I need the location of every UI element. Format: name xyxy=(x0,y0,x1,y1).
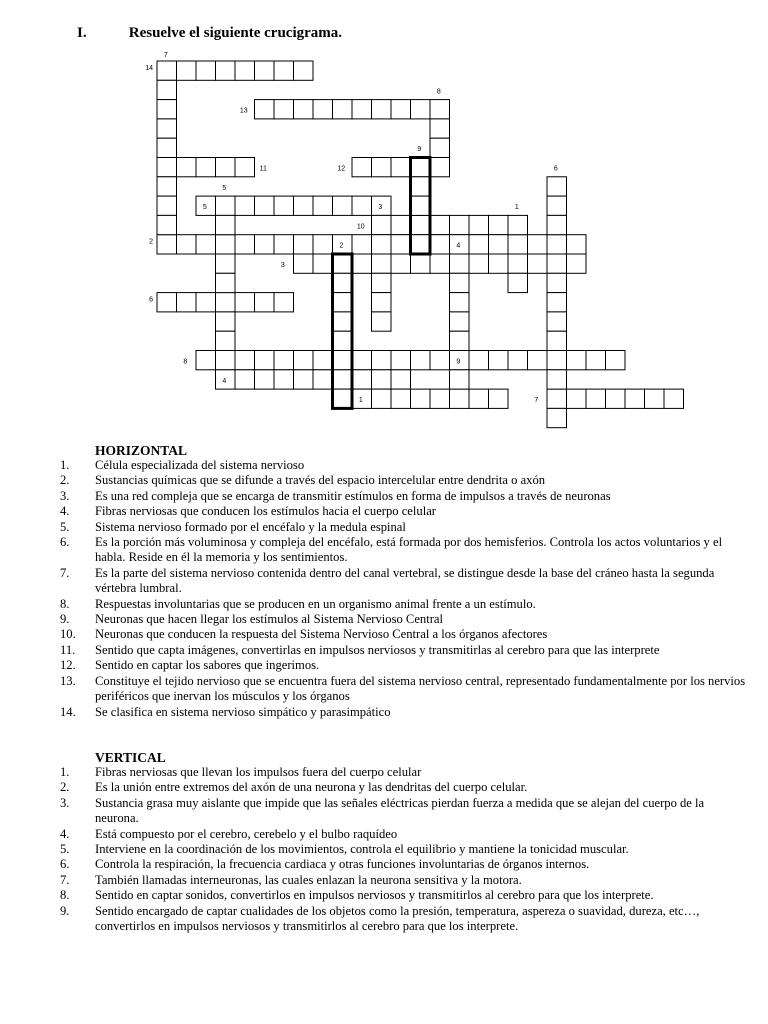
clue-text: Sentido que capta imágenes, convertirlas en impulsos nerviosos y transmitirlas al cerebro para que las interprete xyxy=(95,642,660,657)
horizontal-clue-4 xyxy=(60,504,750,519)
crossword-cell[interactable] xyxy=(450,293,470,312)
crossword-cell[interactable] xyxy=(333,312,353,331)
crossword-cell[interactable] xyxy=(216,312,236,331)
crossword-cell[interactable] xyxy=(547,254,567,273)
clue-text: Interviene en la coordinación de los movimientos, controla el equilibrio y mantiene la tonicidad muscular. xyxy=(95,842,629,857)
crossword-cell[interactable] xyxy=(430,158,450,177)
grid-label: 8 xyxy=(436,88,441,96)
crossword-cell[interactable] xyxy=(157,80,177,99)
grid-label: 3 xyxy=(280,262,285,269)
horizontal-clue-7 xyxy=(60,566,750,597)
crossword-cell[interactable] xyxy=(411,389,431,408)
crossword-cell[interactable] xyxy=(411,196,431,215)
crossword-cell[interactable] xyxy=(606,389,626,408)
crossword-cell[interactable] xyxy=(294,235,314,254)
crossword-cell[interactable] xyxy=(411,100,431,119)
crossword-cell[interactable] xyxy=(430,215,450,234)
crossword-cell[interactable] xyxy=(255,235,275,254)
crossword-cell[interactable] xyxy=(157,158,177,177)
clue-text: Es la porción más voluminosa y compleja del encéfalo, está formada por dos hemisferios. Controla los actos voluntarios y el habla. Reside en él la memoria y los sentimientos. xyxy=(95,535,723,565)
crossword-cell[interactable] xyxy=(430,389,450,408)
crossword-cell[interactable] xyxy=(333,331,353,350)
crossword-cell[interactable] xyxy=(489,389,509,408)
crossword-cell[interactable] xyxy=(235,61,255,80)
crossword-cell[interactable] xyxy=(255,61,275,80)
crossword-cell[interactable] xyxy=(177,61,197,80)
crossword-cell[interactable] xyxy=(216,293,236,312)
clue-number: 10. xyxy=(60,627,76,642)
crossword-cell[interactable] xyxy=(313,370,333,389)
crossword-cell[interactable] xyxy=(391,351,411,370)
crossword-cell[interactable] xyxy=(372,293,392,312)
crossword-cell[interactable] xyxy=(411,177,431,196)
crossword-cell[interactable] xyxy=(333,351,353,370)
clue-number: 3. xyxy=(60,795,70,810)
vertical-clues xyxy=(60,765,750,934)
clue-text: Fibras nerviosas que llevan los impulsos fuera del cuerpo celular xyxy=(95,765,422,779)
grid-label: 7 xyxy=(534,397,539,405)
clue-text: Controla la respiración, la frecuencia cardiaca y otras funciones involuntarias de órganos internos. xyxy=(95,857,590,872)
crossword-cell[interactable] xyxy=(430,254,450,273)
grid-label: 11 xyxy=(259,165,267,173)
crossword-cell[interactable] xyxy=(411,158,431,177)
crossword-cell[interactable] xyxy=(196,351,216,370)
clue-number: 11. xyxy=(60,642,76,657)
grid-label: 4 xyxy=(456,242,461,250)
clue-number: 8. xyxy=(60,596,70,611)
clue-number: 6. xyxy=(60,857,70,872)
crossword-cell[interactable] xyxy=(216,273,236,292)
crossword-cell[interactable] xyxy=(528,351,548,370)
horizontal-clue-9 xyxy=(60,612,750,627)
crossword-cell[interactable] xyxy=(372,235,392,254)
clue-number: 1. xyxy=(60,458,70,472)
crossword-cell[interactable] xyxy=(216,215,236,234)
clue-text: También llamadas interneuronas, las cuales enlazan la neurona sensitiva y la motora. xyxy=(95,872,522,887)
crossword-cell[interactable] xyxy=(391,254,411,273)
crossword-cell[interactable] xyxy=(196,61,216,80)
crossword-cell[interactable] xyxy=(430,138,450,157)
horizontal-clue-2 xyxy=(60,473,750,488)
crossword-cell[interactable] xyxy=(157,196,177,215)
crossword-cell[interactable] xyxy=(489,235,509,254)
crossword-cell[interactable] xyxy=(372,158,392,177)
clue-number: 9. xyxy=(60,903,70,918)
crossword-cell[interactable] xyxy=(235,351,255,370)
crossword-cell[interactable] xyxy=(547,351,567,370)
crossword-cell[interactable] xyxy=(567,351,587,370)
crossword-cell[interactable] xyxy=(372,100,392,119)
grid-label: 3 xyxy=(378,204,383,212)
horizontal-clue-5 xyxy=(60,520,750,535)
horizontal-clue-11 xyxy=(60,643,750,658)
clue-text: Sentido en captar sonidos, convertirlos en impulsos nerviosos y transmitirlos al cerebro para que los interprete. xyxy=(95,888,654,903)
grid-label: 14 xyxy=(145,65,153,72)
horizontal-clue-3 xyxy=(60,489,750,504)
crossword-cell[interactable] xyxy=(430,351,450,370)
crossword-cell[interactable] xyxy=(450,273,470,292)
crossword-cell[interactable] xyxy=(333,100,353,119)
vertical-clue-1 xyxy=(60,765,750,780)
clue-number: 9. xyxy=(60,612,70,627)
clue-text: Es la unión entre extremos del axón de una neurona y las dendritas del cuerpo celular. xyxy=(95,780,528,795)
section-title: Resuelve el siguiente crucigrama. xyxy=(128,25,343,41)
crossword-cell[interactable] xyxy=(469,215,489,234)
grid-label: 2 xyxy=(339,242,344,250)
clue-number: 4. xyxy=(60,504,70,519)
grid-label: 1 xyxy=(358,397,363,405)
crossword-cell[interactable] xyxy=(391,158,411,177)
crossword-cell[interactable] xyxy=(430,100,450,119)
crossword-cell[interactable] xyxy=(547,293,567,312)
crossword-cell[interactable] xyxy=(547,331,567,350)
clue-number: 5. xyxy=(60,519,70,534)
crossword-cell[interactable] xyxy=(469,389,489,408)
horizontal-clues xyxy=(60,458,750,720)
clue-number: 7. xyxy=(60,565,70,580)
crossword-cell[interactable] xyxy=(352,100,372,119)
grid-label: 7 xyxy=(163,52,168,59)
crossword-cell[interactable] xyxy=(547,389,567,408)
crossword-cell[interactable] xyxy=(469,235,489,254)
crossword-cell[interactable] xyxy=(157,100,177,119)
crossword-cell[interactable] xyxy=(586,389,606,408)
crossword-cell[interactable] xyxy=(333,196,353,215)
crossword-cell[interactable] xyxy=(489,351,509,370)
crossword-cell[interactable] xyxy=(547,215,567,234)
crossword-cell[interactable] xyxy=(255,100,275,119)
crossword-cell[interactable] xyxy=(430,119,450,138)
clue-text: Sentido encargado de captar cualidades de los objetos como la presión, temperatura, aspereza o suavidad, dureza, etc…, convertirlos en impulsos nerviosos y transmitirlos al cerebro para que los interprete. xyxy=(95,903,700,934)
crossword-cell[interactable] xyxy=(274,235,294,254)
crossword-cell[interactable] xyxy=(157,235,177,254)
vertical-title: VERTICAL xyxy=(95,750,166,765)
crossword-cell[interactable] xyxy=(391,215,411,234)
grid-label: 4 xyxy=(222,377,227,385)
grid-label: 9 xyxy=(417,146,422,154)
crossword-cell[interactable] xyxy=(196,293,216,312)
crossword-cell[interactable] xyxy=(372,370,392,389)
crossword-cell[interactable] xyxy=(508,273,528,292)
clue-number: 5. xyxy=(60,842,70,857)
crossword-cell[interactable] xyxy=(157,119,177,138)
crossword-cell[interactable] xyxy=(508,351,528,370)
crossword-cell[interactable] xyxy=(450,312,470,331)
crossword-cell[interactable] xyxy=(352,235,372,254)
crossword-cell[interactable] xyxy=(294,100,314,119)
crossword-cell[interactable] xyxy=(255,293,275,312)
crossword-cell[interactable] xyxy=(294,351,314,370)
crossword-cell[interactable] xyxy=(333,389,353,408)
grid-label: 10 xyxy=(356,223,365,231)
horizontal-clue-12 xyxy=(60,658,750,673)
horizontal-clue-10 xyxy=(60,627,750,642)
crossword-cell[interactable] xyxy=(391,370,411,389)
vertical-clue-7 xyxy=(60,873,750,888)
crossword-cell[interactable] xyxy=(255,370,275,389)
crossword-cell[interactable] xyxy=(391,100,411,119)
clue-text: Sentido en captar los sabores que ingerimos. xyxy=(95,658,320,673)
section-number: I. xyxy=(77,25,87,41)
crossword-cell[interactable] xyxy=(450,370,470,389)
crossword-cell[interactable] xyxy=(216,61,236,80)
grid-label: 5 xyxy=(222,184,227,192)
horizontal-title: HORIZONTAL xyxy=(95,443,188,458)
crossword-cell[interactable] xyxy=(333,273,353,292)
crossword-cell[interactable] xyxy=(528,235,548,254)
clue-number: 4. xyxy=(60,826,70,841)
grid-label: 9 xyxy=(456,358,461,366)
crossword-cell[interactable] xyxy=(294,254,314,273)
clue-number: 2. xyxy=(60,780,70,795)
crossword-cell[interactable] xyxy=(235,370,255,389)
crossword-cell[interactable] xyxy=(313,235,333,254)
crossword-cell[interactable] xyxy=(177,293,197,312)
horizontal-clue-13 xyxy=(60,674,750,705)
crossword-cell[interactable] xyxy=(196,158,216,177)
clue-number: 3. xyxy=(60,488,70,503)
crossword-cell[interactable] xyxy=(157,215,177,234)
crossword-cell[interactable] xyxy=(625,389,645,408)
crossword-cell[interactable] xyxy=(645,389,665,408)
crossword-cell[interactable] xyxy=(313,254,333,273)
crossword-cell[interactable] xyxy=(216,331,236,350)
grid-label: 1 xyxy=(514,204,519,212)
crossword-cell[interactable] xyxy=(274,293,294,312)
crossword-cell[interactable] xyxy=(664,389,684,408)
horizontal-clue-14 xyxy=(60,705,750,720)
crossword-cell[interactable] xyxy=(606,351,626,370)
clue-number: 8. xyxy=(60,888,70,903)
crossword-cell[interactable] xyxy=(547,196,567,215)
vertical-clue-6 xyxy=(60,857,750,872)
clue-text: Sistema nervioso formado por el encéfalo y la medula espinal xyxy=(95,519,406,534)
crossword-cell[interactable] xyxy=(333,293,353,312)
clue-text: Respuestas involuntarias que se producen en un organismo animal frente a un estímulo. xyxy=(95,596,536,611)
crossword-cell[interactable] xyxy=(567,235,587,254)
crossword-cell[interactable] xyxy=(313,100,333,119)
crossword-cell[interactable] xyxy=(372,389,392,408)
crossword-cell[interactable] xyxy=(352,254,372,273)
crossword-cell[interactable] xyxy=(411,254,431,273)
clue-number: 14. xyxy=(60,704,76,719)
crossword-cell[interactable] xyxy=(450,389,470,408)
crossword-cell[interactable] xyxy=(547,273,567,292)
crossword-cell[interactable] xyxy=(216,196,236,215)
grid-label: 5 xyxy=(202,204,207,212)
clue-text: Sustancias químicas que se difunde a través del espacio intercelular entre dendrita o axón xyxy=(95,473,546,488)
crossword-cell[interactable] xyxy=(216,158,236,177)
crossword-cell[interactable] xyxy=(216,235,236,254)
crossword-cell[interactable] xyxy=(255,351,275,370)
crossword-cell[interactable] xyxy=(372,351,392,370)
crossword-cell[interactable] xyxy=(469,351,489,370)
crossword-cell[interactable] xyxy=(313,351,333,370)
clue-text: Constituye el tejido nervioso que se encuentra fuera del sistema nervioso central, representado fundamentalmente por los nervios periféricos que inervan los músculos y los órganos xyxy=(95,673,746,704)
crossword-cell[interactable] xyxy=(489,254,509,273)
crossword-cell[interactable] xyxy=(508,254,528,273)
crossword-cell[interactable] xyxy=(547,312,567,331)
horizontal-clue-1 xyxy=(60,458,750,473)
crossword-cell[interactable] xyxy=(430,235,450,254)
clue-number: 2. xyxy=(60,473,70,488)
crossword-cell[interactable] xyxy=(157,61,177,80)
crossword-cell[interactable] xyxy=(528,254,548,273)
grid-label: 13 xyxy=(239,107,248,115)
crossword-cell[interactable] xyxy=(235,196,255,215)
crossword-cell[interactable] xyxy=(157,177,177,196)
crossword-cell[interactable] xyxy=(547,370,567,389)
crossword-cell[interactable] xyxy=(352,158,372,177)
grid-label: 6 xyxy=(149,296,153,304)
crossword-cell[interactable] xyxy=(294,196,314,215)
clue-text: Es una red compleja que se encarga de transmitir estímulos en forma de impulsos a través de neuronas xyxy=(95,488,611,503)
crossword-cell[interactable] xyxy=(274,100,294,119)
crossword-cell[interactable] xyxy=(216,254,236,273)
clue-text: Célula especializada del sistema nervioso xyxy=(95,458,305,472)
crossword-cell[interactable] xyxy=(411,351,431,370)
clue-number: 7. xyxy=(60,872,70,887)
crossword-cell[interactable] xyxy=(391,389,411,408)
crossword-cell[interactable] xyxy=(294,370,314,389)
crossword-cell[interactable] xyxy=(372,254,392,273)
crossword-cell[interactable] xyxy=(235,158,255,177)
crossword-cell[interactable] xyxy=(352,196,372,215)
horizontal-clue-6 xyxy=(60,535,750,566)
crossword-cell[interactable] xyxy=(352,351,372,370)
crossword-cell[interactable] xyxy=(586,351,606,370)
grid-label: 2 xyxy=(149,238,153,246)
crossword-cell[interactable] xyxy=(157,293,177,312)
crossword-cell[interactable] xyxy=(508,215,528,234)
crossword-cell[interactable] xyxy=(372,312,392,331)
vertical-clue-4 xyxy=(60,827,750,842)
crossword-cell[interactable] xyxy=(216,351,236,370)
crossword-cell[interactable] xyxy=(450,254,470,273)
vertical-clue-5 xyxy=(60,842,750,857)
crossword-cell[interactable] xyxy=(352,370,372,389)
crossword-cell[interactable] xyxy=(411,235,431,254)
crossword-cell[interactable] xyxy=(274,61,294,80)
clue-text: Neuronas que hacen llegar los estímulos al Sistema Nervioso Central xyxy=(95,612,443,627)
clue-text: Neuronas que conducen la respuesta del Sistema Nervioso Central a los órganos afectores xyxy=(95,627,548,642)
crossword-cell[interactable] xyxy=(333,370,353,389)
vertical-clue-8 xyxy=(60,888,750,903)
grid-label: 8 xyxy=(183,358,188,366)
crossword-grid xyxy=(0,0,768,440)
crossword-cell[interactable] xyxy=(469,254,489,273)
crossword-cell[interactable] xyxy=(411,215,431,234)
grid-label: 12 xyxy=(337,165,346,173)
crossword-cell[interactable] xyxy=(177,158,197,177)
crossword-cell[interactable] xyxy=(567,254,587,273)
crossword-cell[interactable] xyxy=(508,235,528,254)
clue-number: 1. xyxy=(60,765,70,779)
crossword-cell[interactable] xyxy=(391,235,411,254)
clue-number: 6. xyxy=(60,535,70,550)
crossword-cell[interactable] xyxy=(294,61,314,80)
crossword-cell[interactable] xyxy=(235,293,255,312)
grid-label: 6 xyxy=(553,165,558,173)
crossword-cell[interactable] xyxy=(333,254,353,273)
crossword-cell[interactable] xyxy=(450,215,470,234)
clue-text: Está compuesto por el cerebro, cerebelo y el bulbo raquídeo xyxy=(95,826,398,841)
vertical-clue-9 xyxy=(60,904,750,935)
crossword-cell[interactable] xyxy=(255,196,275,215)
crossword-cell[interactable] xyxy=(489,215,509,234)
crossword-cell[interactable] xyxy=(196,235,216,254)
clue-number: 12. xyxy=(60,658,76,673)
crossword-cell[interactable] xyxy=(450,331,470,350)
crossword-cell[interactable] xyxy=(372,215,392,234)
crossword-cell[interactable] xyxy=(547,235,567,254)
crossword-cell[interactable] xyxy=(274,370,294,389)
crossword-cell[interactable] xyxy=(547,177,567,196)
crossword-cell[interactable] xyxy=(274,196,294,215)
clue-text: Fibras nerviosas que conducen los estímulos hacia el cuerpo celular xyxy=(95,504,436,519)
clue-text: Sustancia grasa muy aislante que impide que las señales eléctricas pierdan fuerza a medida que se alejan del cuerpo de la neurona. xyxy=(95,795,705,826)
crossword-cell[interactable] xyxy=(313,196,333,215)
vertical-clue-2 xyxy=(60,780,750,795)
vertical-clue-3 xyxy=(60,796,750,827)
crossword-cell[interactable] xyxy=(547,408,567,427)
crossword-cell[interactable] xyxy=(157,138,177,157)
clue-number: 13. xyxy=(60,673,76,688)
crossword-cell[interactable] xyxy=(372,273,392,292)
clue-text: Es la parte del sistema nervioso contenida dentro del canal vertebral, se distingue desde la base del cráneo hasta la segunda vértebra lumbral. xyxy=(95,565,715,596)
crossword-cell[interactable] xyxy=(274,351,294,370)
horizontal-clue-8 xyxy=(60,597,750,612)
crossword-cell[interactable] xyxy=(235,235,255,254)
crossword-cell[interactable] xyxy=(567,389,587,408)
crossword-cell[interactable] xyxy=(177,235,197,254)
clue-text: Se clasifica en sistema nervioso simpático y parasimpático xyxy=(95,704,391,719)
